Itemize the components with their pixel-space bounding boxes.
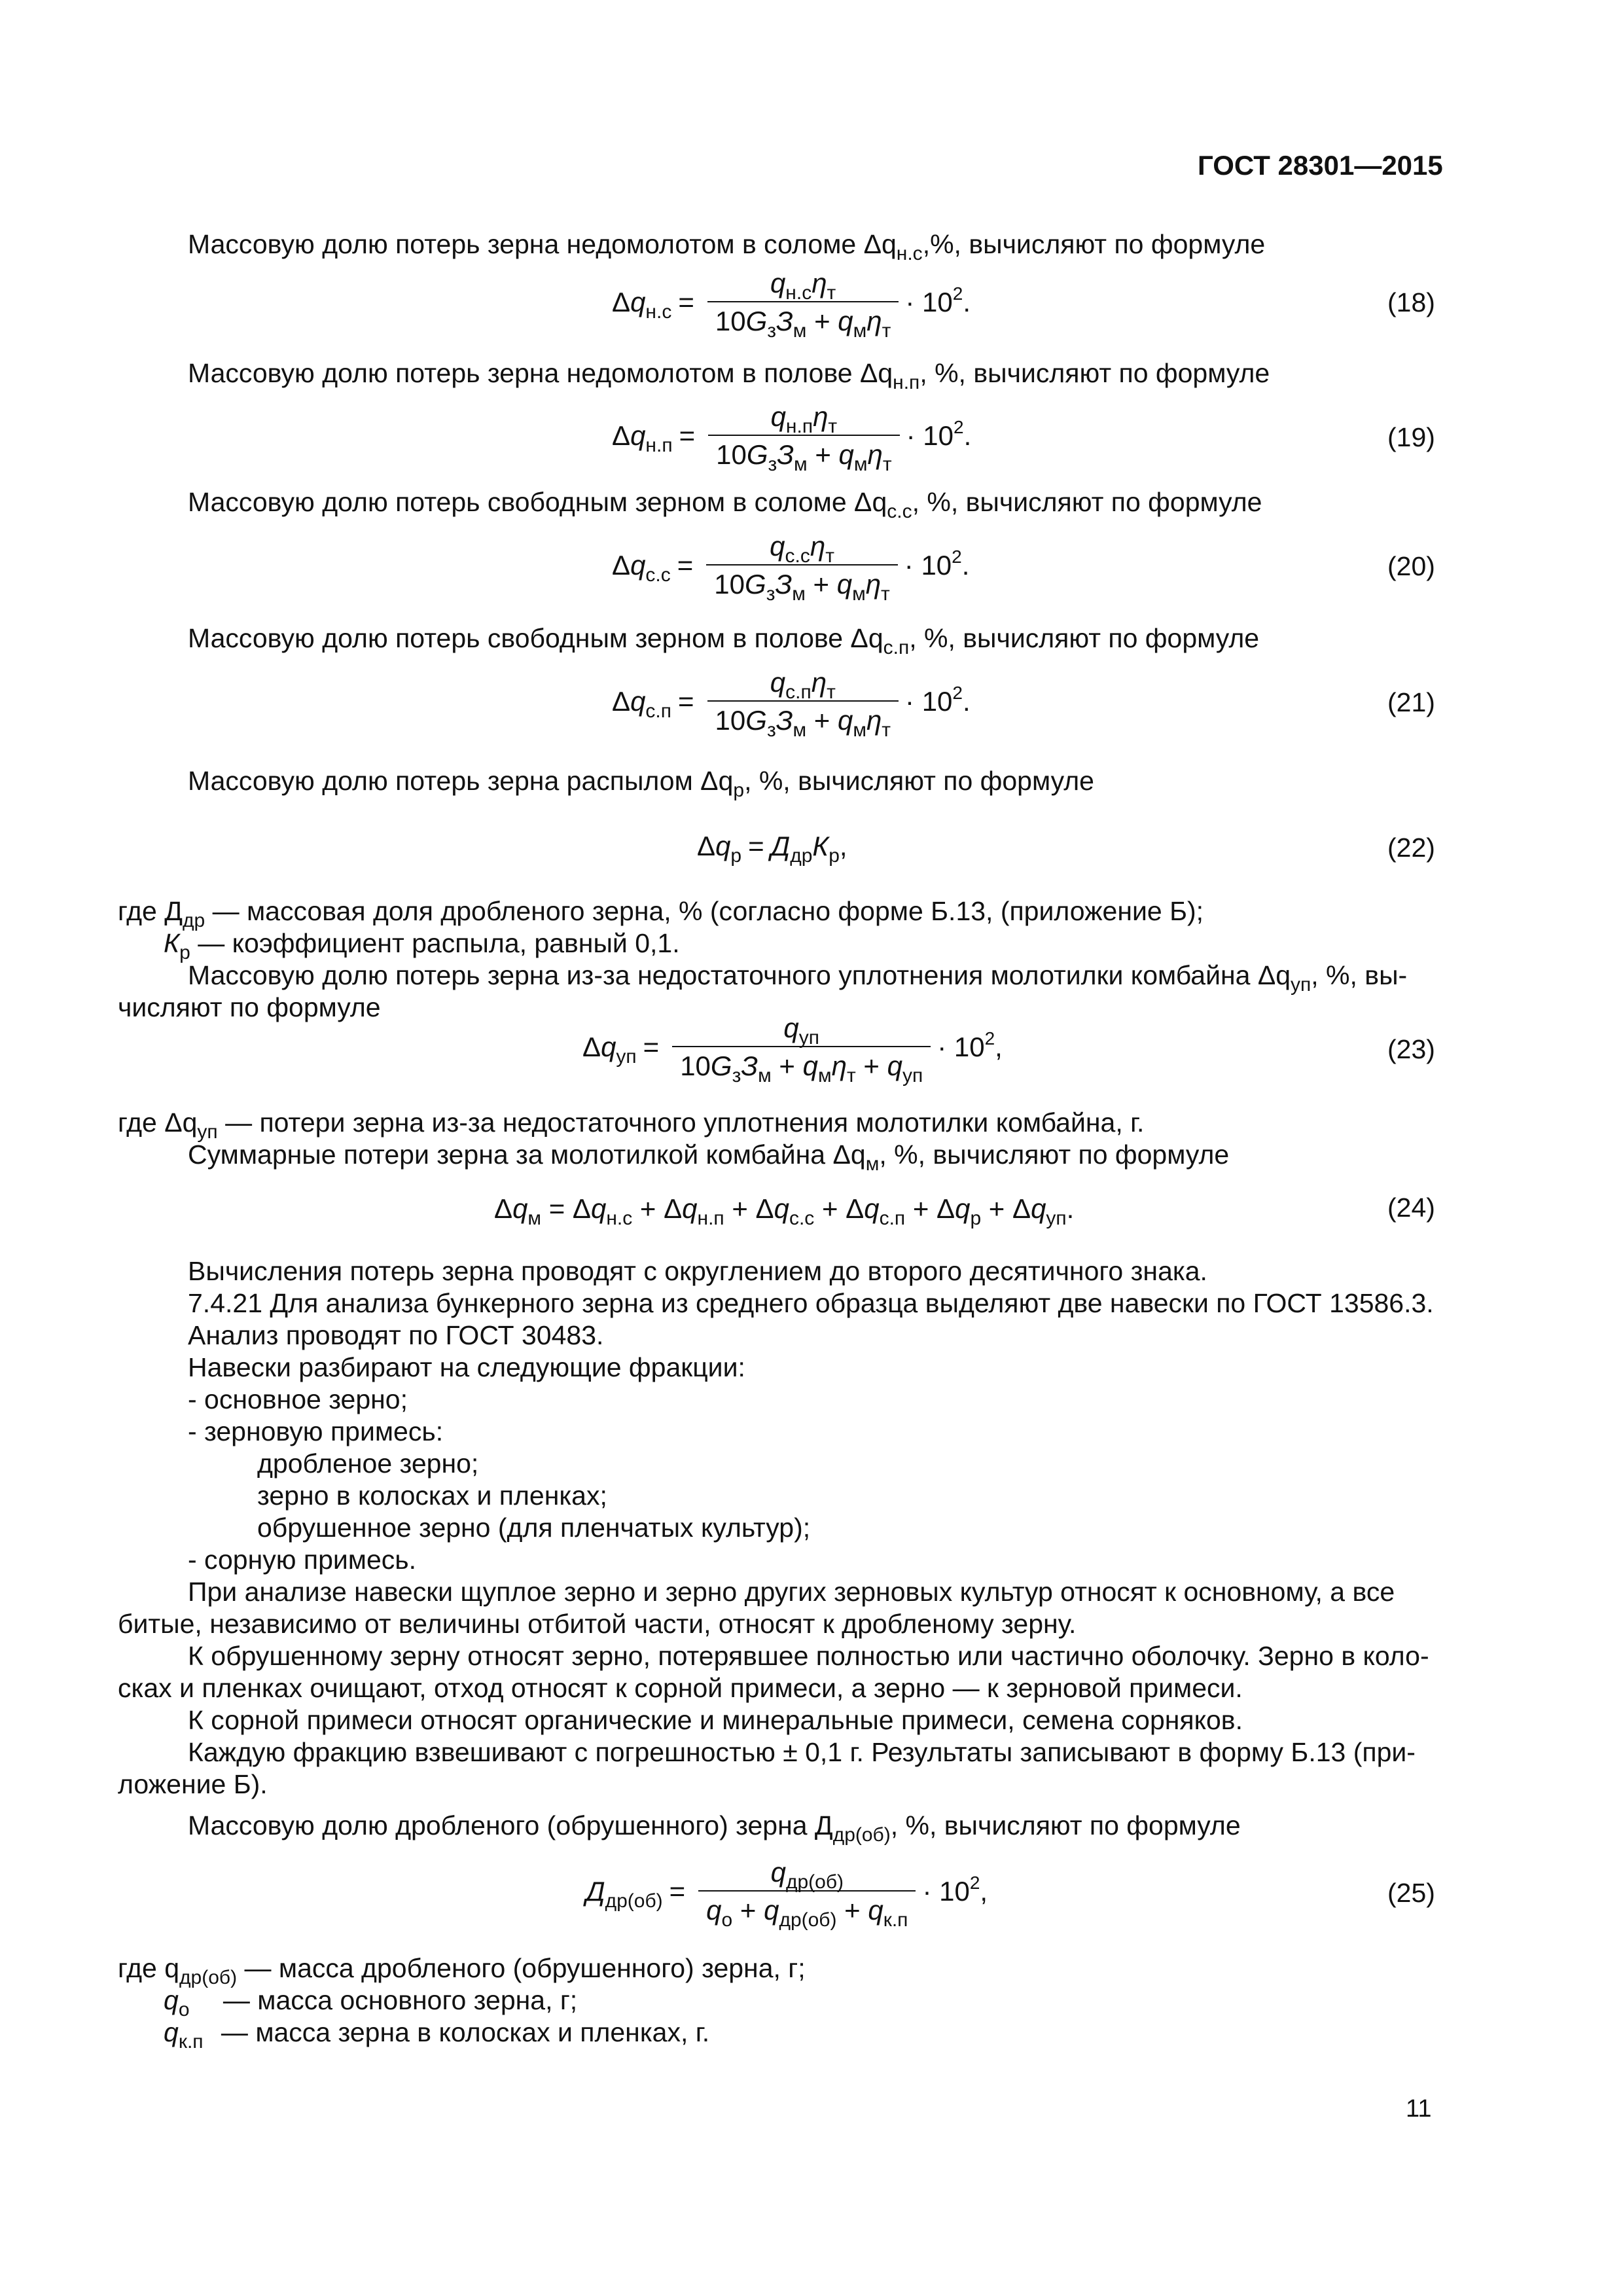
paragraph-weed: К сорной примеси относят органические и минеральные примеси, семена сорняков. [188, 1705, 1243, 1735]
paragraph-eq24-intro: Суммарные потери зерна за молотилкой комбайна $\Delta q_м$, %, вычисляют по формуле [188, 1139, 1230, 1175]
where-d-dr: где $Д_{др}$ — массовая доля дробленого зерна, % (согласно форме Б.13, (приложение Б); [118, 896, 1204, 931]
where-q-kp: $q_{к.п}$ — масса зерна в колосках и пленках, г. [164, 2017, 710, 2053]
document-header: ГОСТ 28301—2015 [1198, 150, 1443, 181]
where-k-r: $К_р$ — коэффициент распыла, равный 0,1. [164, 928, 680, 963]
equation-number-24: (24) [1387, 1193, 1435, 1223]
list-subitem: дробленое зерно; [257, 1448, 479, 1479]
paragraph-gost: Анализ проводят по ГОСТ 30483. [188, 1320, 604, 1350]
formula-19: $\Delta q_{н.п}$ = $\frac{q_{н.п}\eta_т}{10G_зЗ_м + q_м\eta_т}$ · $10^2$. [612, 401, 972, 475]
equation-number-19: (19) [1387, 422, 1435, 452]
list-item: - основное зерно; [188, 1384, 408, 1414]
formula-18: $\Delta q_{н.с}$ = $\frac{q_{н.с}\eta_т}{10G_зЗ_м + q_м\eta_т}$ · $10^2$. [612, 268, 971, 342]
paragraph-fractions: Навески разбирают на следующие фракции: [188, 1352, 745, 1382]
paragraph-weigh-l2: ложение Б). [118, 1769, 268, 1799]
where-q-up: где $\Delta q_{уп}$ — потери зерна из-за недостаточного уплотнения молотилки комбайна, г. [118, 1107, 1145, 1143]
formula-22: $\Delta q_р$ = $Д_{др}К_р$, [697, 831, 847, 867]
paragraph-hulled-l2: сках и пленках очищают, отход относят к сорной примеси, а зерно — к зерновой примеси. [118, 1673, 1243, 1703]
equation-number-18: (18) [1387, 287, 1435, 317]
formula-25: $Д_{др(об)}$ = $\frac{q_{др(об)}}{q_о + q_{др(об)} + q_{к.п}}$ · $10^2$, [586, 1857, 988, 1931]
equation-number-20: (20) [1387, 551, 1435, 581]
equation-number-21: (21) [1387, 687, 1435, 717]
where-q-o: $q_о$ — масса основного зерна, г; [164, 1985, 578, 2020]
paragraph-eq18-intro: Массовую долю потерь зерна недомолотом в соломе $\Delta q_{н.с},\%$, вычисляют по формуле [188, 229, 1266, 264]
equation-number-23: (23) [1387, 1034, 1435, 1064]
paragraph-eq22-intro: Массовую долю потерь зерна распылом $\Delta q_р$, %, вычисляют по формуле [188, 766, 1094, 801]
equation-number-22: (22) [1387, 833, 1435, 863]
list-subitem: обрушенное зерно (для пленчатых культур); [257, 1513, 811, 1543]
paragraph-eq19-intro: Массовую долю потерь зерна недомолотом в полове $\Delta q_{н.п}$, %, вычисляют по формуле [188, 358, 1270, 393]
formula-24: $\Delta q_м = \Delta q_{н.с} + \Delta q_{н.п} + \Delta q_{с.с} + \Delta q_{с.п} + \Delta q_р + \Delta q_{уп}$. [494, 1193, 1075, 1229]
paragraph-eq23-intro: Массовую долю потерь зерна из-за недостаточного уплотнения молотилки комбайна $\Delta q_{уп}$, %, вы- [188, 960, 1408, 996]
paragraph-eq20-intro: Массовую долю потерь свободным зерном в соломе $\Delta q_{с.с}$, %, вычисляют по формуле [188, 487, 1262, 522]
formula-21: $\Delta q_{с.п}$ = $\frac{q_{с.п}\eta_т}{10G_зЗ_м + q_м\eta_т}$ · $10^2$. [612, 667, 971, 741]
paragraph-rounding: Вычисления потерь зерна проводят с округлением до второго десятичного знака. [188, 1256, 1207, 1286]
paragraph-7-4-21: 7.4.21 Для анализа бункерного зерна из среднего образца выделяют две навески по ГОСТ 13586.3. [188, 1288, 1434, 1318]
list-item: - зерновую примесь: [188, 1416, 444, 1446]
paragraph-eq21-intro: Массовую долю потерь свободным зерном в полове $\Delta q_{с.п}$, %, вычисляют по формуле [188, 623, 1260, 658]
page-number: 11 [1406, 2095, 1432, 2123]
paragraph-eq23-intro-cont: числяют по формуле [118, 992, 381, 1022]
where-q-dr-ob: где $q_{др(об)}$ — масса дробленого (обрушенного) зерна, г; [118, 1953, 806, 1988]
equation-number-25: (25) [1387, 1878, 1435, 1908]
paragraph-eq25-intro: Массовую долю дробленого (обрушенного) зерна $Д_{др(об)}$, %, вычисляют по формуле [188, 1810, 1241, 1846]
paragraph-weigh-l1: Каждую фракцию взвешивают с погрешностью ± 0,1 г. Результаты записывают в форму Б.13 (при- [188, 1737, 1416, 1767]
list-item: - сорную примесь. [188, 1545, 417, 1575]
formula-23: $\Delta q_{уп}$ = $\frac{q_{уп}}{10G_зЗ_м + q_м\eta_т + q_{уп}}$ · $10^2$, [582, 1013, 1003, 1086]
formula-20: $\Delta q_{с.с}$ = $\frac{q_{с.с}\eta_т}{10G_зЗ_м + q_м\eta_т}$ · $10^2$. [612, 531, 970, 605]
paragraph-analysis-l2: битые, независимо от величины отбитой части, относят к дробленому зерну. [118, 1609, 1077, 1639]
paragraph-hulled-l1: К обрушенному зерну относят зерно, потерявшее полностью или частично оболочку. Зерно в коло- [188, 1641, 1429, 1671]
list-subitem: зерно в колосках и пленках; [257, 1480, 607, 1511]
paragraph-analysis-l1: При анализе навески щуплое зерно и зерно других зерновых культур относят к основному, а все [188, 1577, 1395, 1607]
